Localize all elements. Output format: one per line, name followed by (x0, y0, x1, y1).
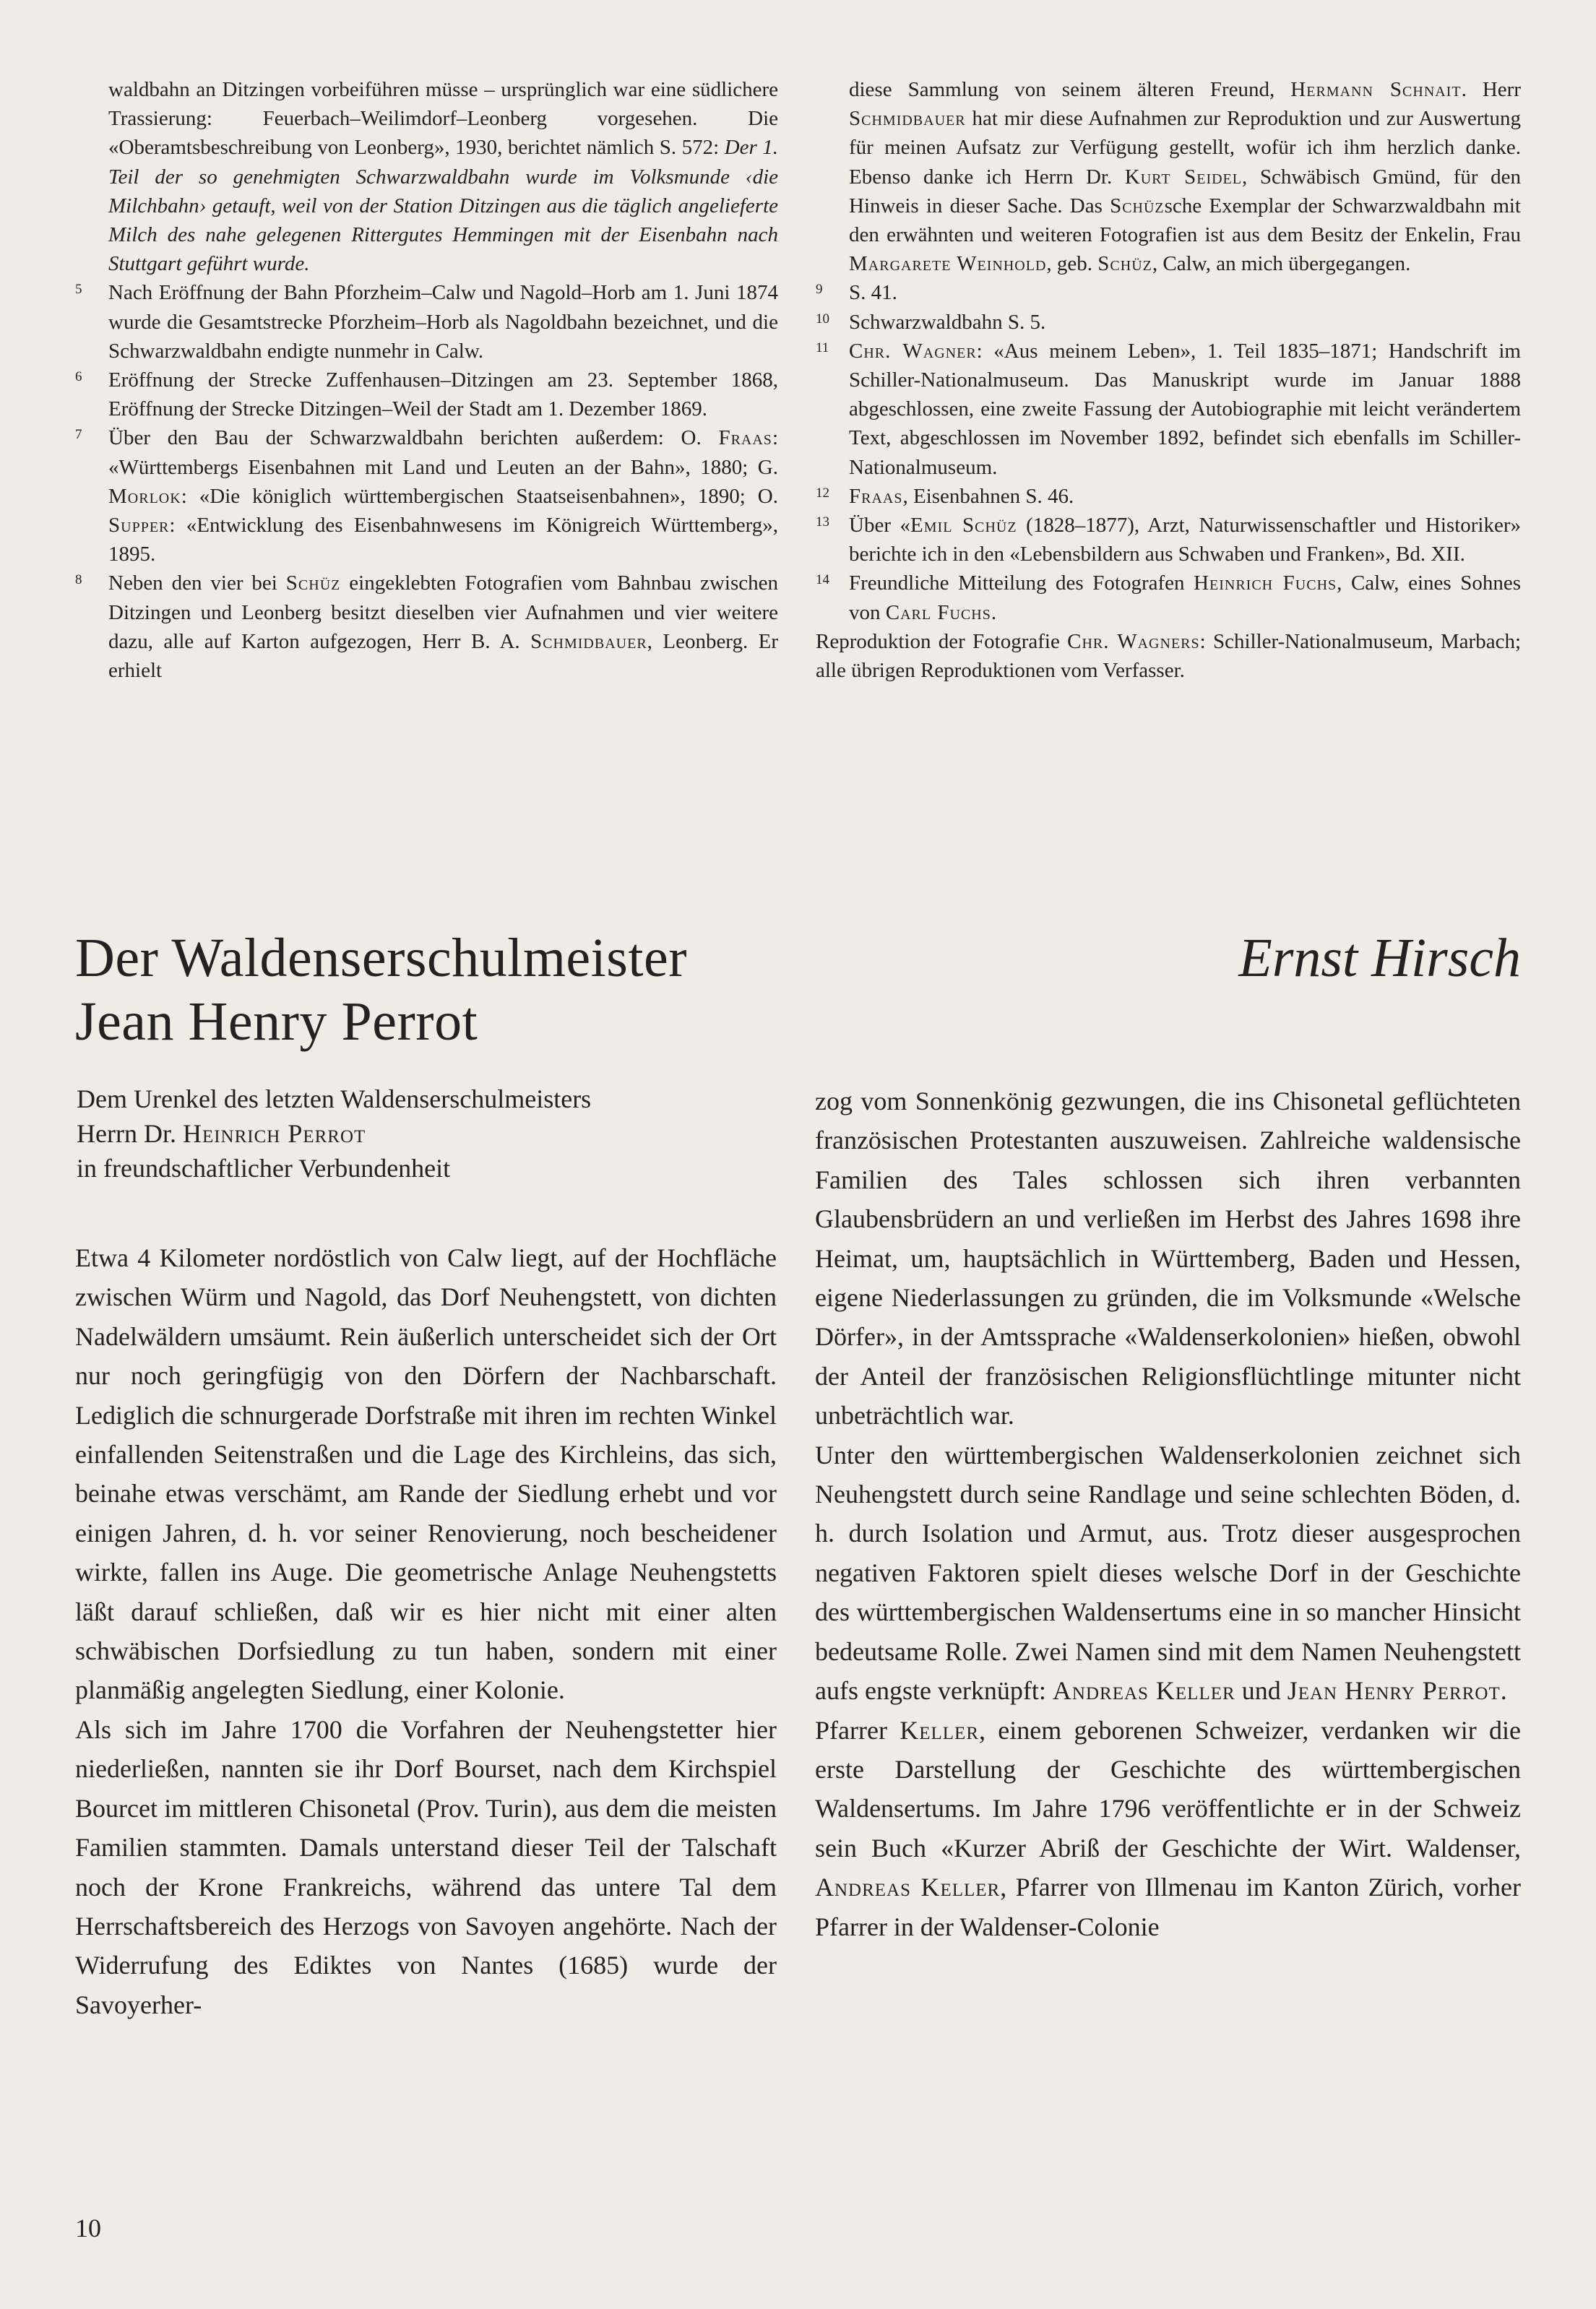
reproduction-credit: Reproduktion der Fotografie Chr. Wagners: Schiller-Nationalmuseum, Marbach; alle übrigen Reproduktionen vom Verfasser. (816, 629, 1522, 683)
footnote-7: 7 Über den Bau der Schwarzwaldbahn berichten außerdem: O. Fraas: «Württembergs Eisenbahnen mit Land und Leuten an der Bahn», 1880; G. Morlok: «Die königlich württembergischen Staatseisenbahnen», 1890; O. Supper: «Entwicklung des Eisenbahnwesens im Königreich Württemberg», 1895. (75, 423, 778, 569)
footnote-number: 7 (75, 427, 82, 443)
paragraph: Unter den württembergischen Waldenserkolonien zeichnet sich Neuhengstett durch seine Randlage und seine schlechten Böden, d. h. durch Isolation und Armut, aus. Trotz dieser ausgesprochen negativen Faktoren spielt dieses welsche Dorf in der Geschichte des württembergischen Waldensertums eine in so mancher Hinsicht bedeutsame Rolle. Zwei Namen sind mit dem Namen Neuhengstett aufs engste verknüpft: Andreas Keller und Jean Henry Perrot. (815, 1440, 1521, 1706)
title-line-1: Der Waldenserschulmeister (75, 928, 688, 988)
footnote-6: 6 Eröffnung der Strecke Zuffenhausen–Ditzingen am 23. September 1868, Eröffnung der Strecke Ditzingen–Weil der Stadt am 1. Dezember 1869. (75, 366, 778, 423)
footnote-number: 8 (75, 572, 82, 588)
article-body-left (75, 1238, 777, 2024)
page-number: 10 (75, 2214, 101, 2243)
paragraph: Pfarrer Keller, einem geborenen Schweizer, verdanken wir die erste Darstellung der Geschichte des württembergischen Waldensertums. Im Jahre 1796 veröffentlichte er in der Schweiz sein Buch «Kurzer Abriß der Geschichte der Wirt. Waldenser, Andreas Keller, Pfarrer von Illmenau im Kanton Zürich, vorher Pfarrer in der Waldenser-Colonie (815, 1715, 1522, 1941)
footnote-number: 12 (816, 485, 829, 501)
footnote-10: 10 Schwarzwaldbahn S. 5. (816, 308, 1521, 337)
footnote-11: 11 Chr. Wagner: «Aus meinem Leben», 1. Teil 1835–1871; Handschrift im Schiller-Nationalmuseum. Das Manuskript wurde im Januar 1888 abgeschlossen, eine zweite Fassung der Autobiographie mit leicht verändertem Text, abgeschlossen im November 1892, befindet sich ebenfalls im Schiller-Nationalmuseum. (816, 337, 1521, 482)
footnote-number: 5 (75, 282, 82, 298)
footnote-12: 12 Fraas, Eisenbahnen S. 46. (816, 482, 1521, 511)
title-line-2: Jean Henry Perrot (75, 991, 478, 1052)
footnote-number: 11 (816, 340, 829, 355)
footnote-number: 14 (816, 572, 829, 588)
footnote-number: 9 (816, 282, 823, 298)
footnote-number: 6 (75, 369, 82, 385)
footnote-8-continuation: diese Sammlung von seinem älteren Freund, Hermann Schnait. Herr Schmidbauer hat mir diese Aufnahmen zur Reproduktion und zur Auswertung für meinen Aufsatz zur Verfügung gestellt, wofür ich ihm herzlich danke. Ebenso danke ich Herrn Dr. Kurt Seidel, Schwäbisch Gmünd, für den Hinweis in dieser Sache. Das Schüzsche Exemplar der Schwarzwaldbahn mit den erwähnten und weiteren Fotografien ist aus dem Besitz der Enkelin, Frau Margarete Weinhold, geb. Schüz, Calw, an mich übergegangen. (849, 78, 1522, 276)
article-title (75, 926, 687, 1053)
article-author: Ernst Hirsch (1238, 928, 1521, 988)
footnote-14: 14 Freundliche Mitteilung des Fotografen Heinrich Fuchs, Calw, eines Sohnes von Carl Fuchs. (816, 569, 1521, 626)
footnote-4-continuation: waldbahn an Ditzingen vorbeiführen müsse – ursprünglich war eine südlichere Trassierung: Feuerbach–Weilimdorf–Leonberg vorgesehen. Die «Oberamtsbeschreibung von Leonberg», 1930, berichtet nämlich S. 572: Der 1. Teil der so genehmigten Schwarzwaldbahn wurde im Volksmunde ‹die Milchbahn› getauft, weil von der Station Ditzingen aus die täglich angelieferte Milch des nahe gelegenen Rittergutes Hemmingen mit der Eisenbahn nach Stuttgart geführt wurde. (108, 78, 778, 276)
footnote-8: 8 Neben den vier bei Schüz eingeklebten Fotografien vom Bahnbau zwischen Ditzingen und Leonberg besitzt dieselben vier Aufnahmen und vier weitere dazu, alle auf Karton aufgezogen, Herr B. A. Schmidbauer, Leonberg. Er erhielt (75, 569, 778, 685)
footnotes-left-column (75, 75, 778, 685)
footnote-13: 13 Über «Emil Schüz (1828–1877), Arzt, Naturwissenschaftler und Historiker» berichte ich in den «Lebensbildern aus Schwaben und Franken», Bd. XII. (816, 511, 1521, 569)
paragraph: Als sich im Jahre 1700 die Vorfahren der Neuhengstetter hier niederließen, nannten sie ihr Dorf Bourset, nach dem Kirchspiel Bourcet im mittleren Chisonetal (Prov. Turin), aus dem die meisten Familien stammten. Damals unterstand dieser Teil der Talschaft noch der Krone Frankreichs, während das untere Tal dem Herrschaftsbereich des Herzogs von Savoyen angehörte. Nach der Widerrufung des Ediktes von Nantes (1685) wurde der Savoyerher- (75, 1714, 777, 2019)
article-body-right (815, 1082, 1521, 1946)
footnote-number: 10 (816, 311, 829, 327)
dedication: Dem Urenkel des letzten Waldenserschulmeisters Herrn Dr. Heinrich Perrot in freundschaftlicher Verbundenheit (77, 1084, 592, 1183)
paragraph: Etwa 4 Kilometer nordöstlich von Calw liegt, auf der Hochfläche zwischen Würm und Nagold, das Dorf Neuhengstett, von dichten Nadelwäldern umsäumt. Rein äußerlich unterscheidet sich der Ort nur noch geringfügig von den Dörfern der Nachbarschaft. Lediglich die schnurgerade Dorfstraße mit ihren im rechten Winkel einfallenden Seitenstraßen und die Lage des Kirchleins, das sich, beinahe etwas verschämt, am Rande der Siedlung erhebt und vor einigen Jahren, d. h. vor seiner Renovierung, noch bescheidener wirkte, fallen ins Auge. Die geometrische Anlage Neuhengstetts läßt darauf schließen, daß wir es hier nicht mit einer alten schwäbischen Dorfsiedlung zu tun haben, sondern mit einer planmäßig angelegten Siedlung, einer Kolonie. (75, 1243, 777, 1705)
footnotes-right-column (816, 75, 1521, 685)
paragraph: zog vom Sonnenkönig gezwungen, die ins Chisonetal geflüchteten französischen Protestanten auszuweisen. Zahlreiche waldensische Familien des Tales schlossen sich ihren verbannten Glaubensbrüdern an und verließen im Herbst des Jahres 1698 ihre Heimat, um, hauptsächlich in Württemberg, Baden und Hessen, eigene Niederlassungen zu gründen, die im Volksmunde «Welsche Dörfer», in der Amtssprache «Waldenserkolonien» hießen, obwohl der Anteil der französischen Religionsflüchtlinge mitunter nicht unbeträchtlich war. (815, 1087, 1521, 1430)
footnote-9: 9 S. 41. (816, 278, 1521, 307)
footnote-5: 5 Nach Eröffnung der Bahn Pforzheim–Calw und Nagold–Horb am 1. Juni 1874 wurde die Gesamtstrecke Pforzheim–Horb als Nagoldbahn bezeichnet, und die Schwarzwaldbahn endigte nunmehr in Calw. (75, 278, 778, 366)
footnote-number: 13 (816, 514, 829, 530)
